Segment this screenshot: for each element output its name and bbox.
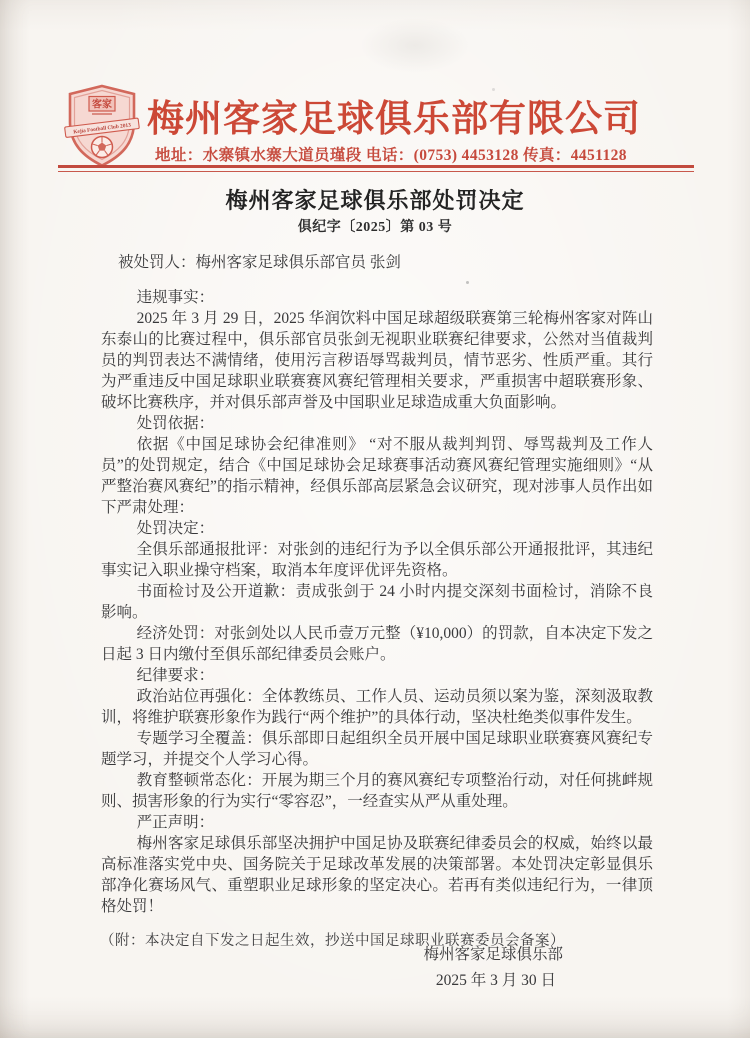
section-paragraph: 2025 年 3 月 29 日，2025 华润饮料中国足球超级联赛第三轮梅州客家对阵山东泰山的比赛过程中，俱乐部官员张剑无视职业联赛纪律要求，公然对当值裁判员的判罚表达不满情绪，使用污言秽语辱骂裁判员，情节恶劣、性质严重。其行为严重违反中国足球职业联赛赛风赛纪管理相关要求，严重损害中超联赛形象、破坏比赛秩序，并对俱乐部声誉及中国职业足球造成重大负面影响。 [101, 310, 653, 411]
section-paragraph: 书面检讨及公开道歉：责成张剑于 24 小时内提交深刻书面检讨，消除不良影响。 [101, 583, 653, 621]
section-paragraph: 教育整顿常态化：开展为期三个月的赛风赛纪专项整治行动，对任何挑衅规则、损害形象的行为实行“零容忍”，一经查实从严从重处理。 [101, 772, 653, 810]
signature-organization: 梅州客家足球俱乐部 [423, 946, 563, 963]
section-paragraph: 政治站位再强化：全体教练员、工作人员、运动员须以案为鉴，深刻汲取教训，将维护联赛形象作为践行“两个维护”的具体行动，坚决杜绝类似事件发生。 [101, 688, 653, 726]
signature-block [101, 944, 653, 991]
section-heading-discipline-requirements: 纪律要求： [136, 667, 215, 684]
scan-speck [492, 88, 495, 91]
section-paragraph: 全俱乐部通报批评：对张剑的违纪行为予以全俱乐部公开通报批评，其违纪事实记入职业操守档案，取消本年度评优评先资格。 [101, 541, 653, 579]
recipient-line: 被处罚人：梅州客家足球俱乐部官员 张剑 [118, 254, 401, 271]
section-paragraph: 经济处罚：对张剑处以人民币壹万元整（¥10,000）的罚款，自本决定下发之日起 3 日内缴付至俱乐部纪律委员会账户。 [101, 625, 653, 663]
letterhead-divider [58, 165, 694, 172]
section-paragraph: 梅州客家足球俱乐部坚决拥护中国足协及联赛纪律委员会的权威，始终以最高标准落实党中央、国务院关于足球改革发展的决策部署。本处罚决定彰显俱乐部净化赛场风气、重塑职业足球形象的坚定决心。若再有类似违纪行为，一律顶格处罚！ [101, 835, 653, 915]
signature-date: 2025 年 3 月 30 日 [435, 972, 556, 989]
company-name: 梅州客家足球俱乐部有限公司 [147, 99, 641, 140]
section-heading-punishment-basis: 处罚依据： [136, 415, 215, 432]
footnote: （附：本决定自下发之日起生效，抄送中国足球职业联赛委员会备案） [100, 933, 565, 949]
document-title: 梅州客家足球俱乐部处罚决定 [225, 188, 525, 213]
letterhead-address-line: 地址：水寨镇水寨大道员瑾段 电话：(0753) 4453128 传真：4451128 [155, 147, 627, 164]
section-paragraph: 依据《中国足球协会纪律准则》 “对不服从裁判判罚、辱骂裁判及工作人员”的处罚规定，结合《中国足球协会足球赛事活动赛风赛纪管理实施细则》“从严整治赛风赛纪”的指示精神，经俱乐部高层紧急会议研究，现对涉事人员作出如下严肃处理： [101, 436, 653, 516]
crest-banner-text: Kejia Football Club 2013 [72, 122, 132, 136]
section-paragraph: 专题学习全覆盖：俱乐部即日起组织全员开展中国足球职业联赛赛风赛纪专题学习，并提交个人学习心得。 [101, 730, 653, 768]
document-number: 俱纪字〔2025〕第 03 号 [297, 220, 453, 235]
section-heading-violation-facts: 违规事实： [136, 289, 215, 306]
crest-football-icon [92, 137, 113, 158]
club-crest-logo [62, 83, 142, 169]
section-heading-punishment-decision: 处罚决定： [136, 520, 215, 537]
faint-scan-watermark [360, 18, 470, 73]
crest-top-text: 客家 [92, 99, 112, 111]
document-body [101, 252, 653, 991]
scan-speck [466, 281, 469, 284]
section-heading-solemn-statement: 严正声明： [136, 814, 215, 831]
